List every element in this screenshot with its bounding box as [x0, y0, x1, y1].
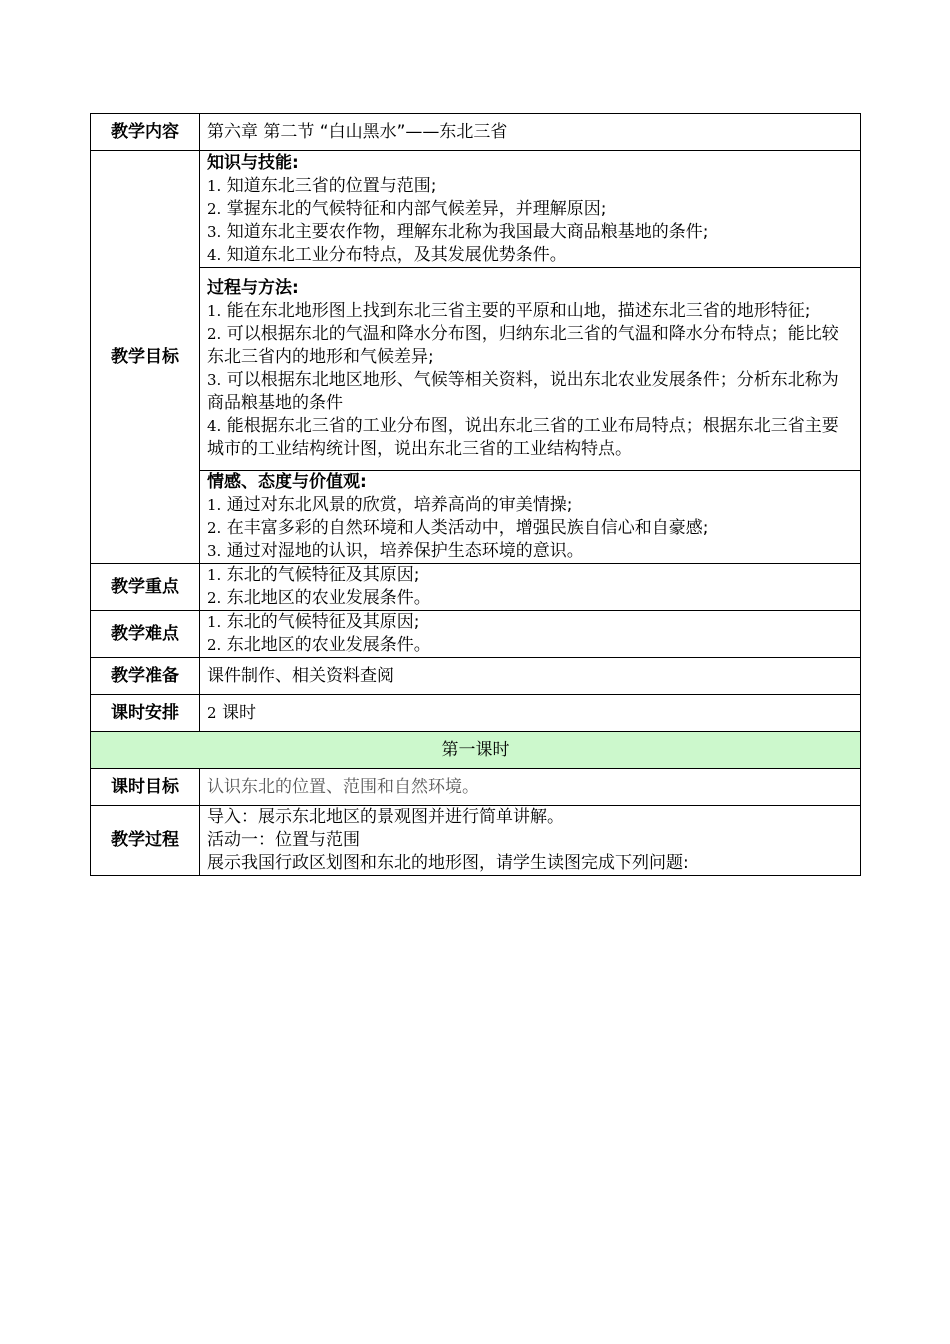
list-item: 1. 东北的气候特征及其原因; [207, 565, 420, 585]
list-item: 2. 东北地区的农业发展条件。 [207, 588, 431, 608]
key-points-label: 教学重点 [91, 564, 200, 611]
list-item: 2. 在丰富多彩的自然环境和人类活动中，增强民族自信心和自豪感; [207, 518, 709, 538]
list-item: 1. 通过对东北风景的欣赏，培养高尚的审美情操; [207, 495, 573, 515]
process-line: 展示我国行政区划图和东北的地形图，请学生读图完成下列问题: [207, 853, 689, 873]
row-objectives-knowledge [91, 151, 861, 268]
process-line: 导入：展示东北地区的景观图并进行简单讲解。 [207, 807, 564, 827]
row-lesson1-process [91, 806, 861, 876]
schedule-label: 课时安排 [91, 695, 200, 732]
content-label: 教学内容 [91, 114, 200, 151]
lesson1-goal-label: 课时目标 [91, 769, 200, 806]
lesson1-process-cell [200, 806, 861, 876]
difficulties-cell [200, 611, 861, 658]
row-objectives-emotion [91, 471, 861, 564]
process-title: 过程与方法: [207, 278, 299, 298]
preparation-value: 课件制作、相关资料查阅 [200, 658, 861, 695]
row-lesson1-goal [91, 769, 861, 806]
objectives-label: 教学目标 [91, 151, 200, 564]
knowledge-cell [200, 151, 861, 268]
list-item: 1. 能在东北地形图上找到东北三省主要的平原和山地，描述东北三省的地形特征; [207, 301, 811, 321]
list-item: 4. 能根据东北三省的工业分布图，说出东北三省的工业布局特点；根据东北三省主要城市的工业结构统计图，说出东北三省的工业结构特点。 [207, 416, 839, 459]
preparation-label: 教学准备 [91, 658, 200, 695]
schedule-value: 2 课时 [200, 695, 861, 732]
lesson1-title: 第一课时 [91, 732, 861, 769]
lesson1-process-label: 教学过程 [91, 806, 200, 876]
lesson-plan-table [90, 113, 861, 876]
emotion-cell [200, 471, 861, 564]
list-item: 3. 知道东北主要农作物，理解东北称为我国最大商品粮基地的条件; [207, 221, 709, 242]
row-lesson1-title [91, 732, 861, 769]
list-item: 2. 东北地区的农业发展条件。 [207, 635, 431, 655]
row-difficulties [91, 611, 861, 658]
list-item: 3. 通过对湿地的认识，培养保护生态环境的意识。 [207, 541, 584, 561]
list-item: 4. 知道东北工业分布特点，及其发展优势条件。 [207, 244, 567, 265]
list-item: 2. 掌握东北的气候特征和内部气候差异，并理解原因; [207, 198, 607, 219]
process-cell [200, 268, 861, 471]
row-schedule [91, 695, 861, 732]
knowledge-title: 知识与技能: [207, 152, 299, 173]
list-item: 1. 知道东北三省的位置与范围; [207, 175, 437, 196]
key-points-cell [200, 564, 861, 611]
content-value: 第六章 第二节 “白山黑水”——东北三省 [200, 114, 861, 151]
process-line: 活动一：位置与范围 [207, 830, 360, 850]
row-content [91, 114, 861, 151]
lesson1-goal: 认识东北的位置、范围和自然环境。 [200, 769, 861, 806]
list-item: 2. 可以根据东北的气温和降水分布图，归纳东北三省的气温和降水分布特点；能比较东北三省内的地形和气候差异; [207, 324, 839, 367]
row-preparation [91, 658, 861, 695]
emotion-title: 情感、态度与价值观: [207, 472, 367, 492]
list-item: 1. 东北的气候特征及其原因; [207, 612, 420, 632]
difficulties-label: 教学难点 [91, 611, 200, 658]
row-key-points [91, 564, 861, 611]
row-objectives-process [91, 268, 861, 471]
list-item: 3. 可以根据东北地区地形、气候等相关资料，说出东北农业发展条件；分析东北称为商品粮基地的条件 [207, 370, 839, 413]
